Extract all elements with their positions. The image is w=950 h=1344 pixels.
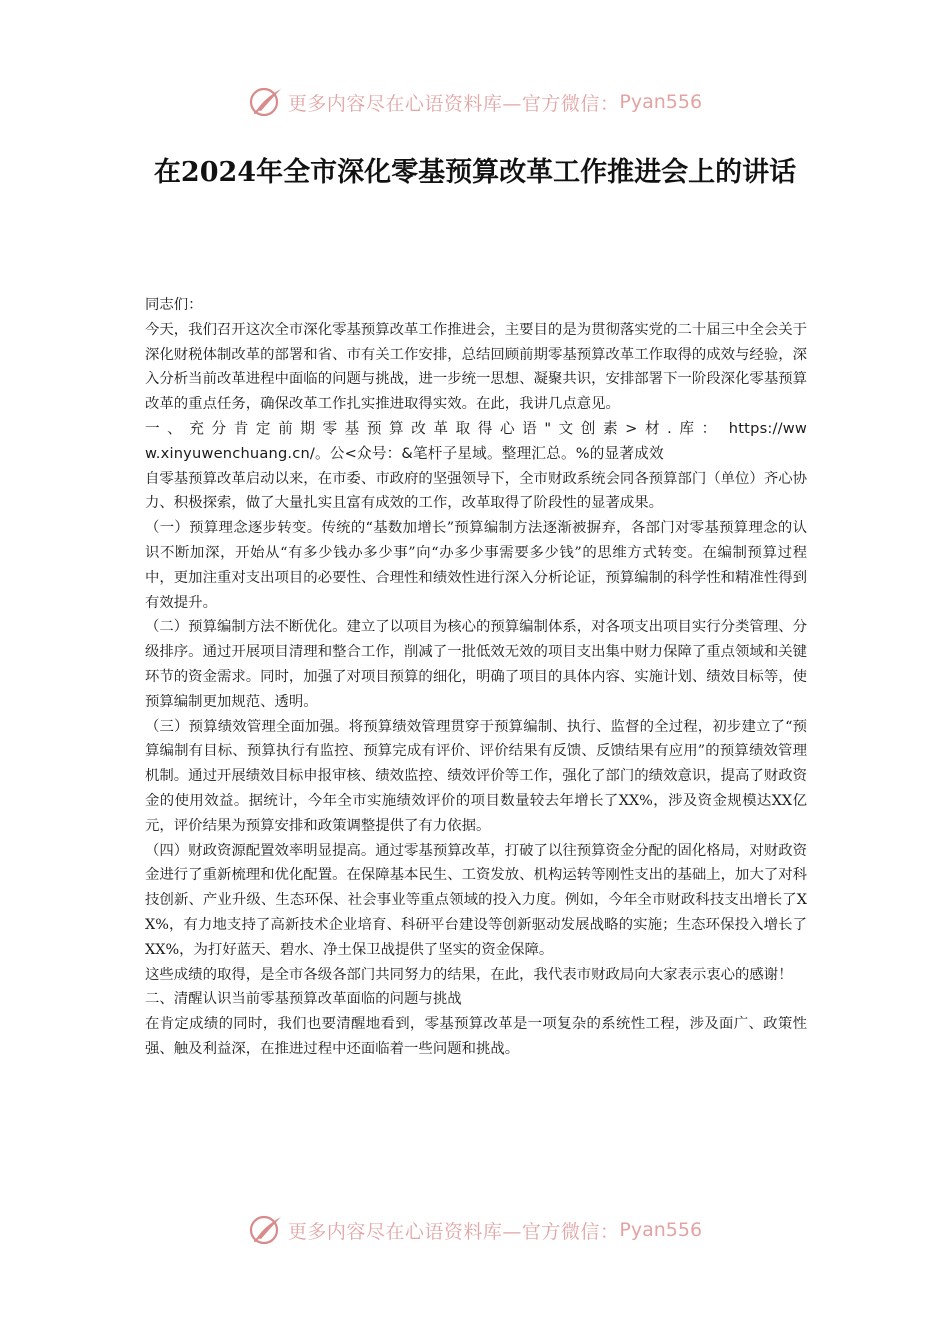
salutation: 同志们： [145,297,203,313]
paragraph-point-3: （三）预算绩效管理全面加强。将预算绩效管理贯穿于预算编制、执行、监督的全过程，初步建立了“预算编制有目标、预算执行有监控、预算完成有评价、评价结果有反馈、反馈结果有应用”的预算绩效管理机制。通过开展绩效目标申报审核、绩效监控、绩效评价等工作，强化了部门的绩效意识，提高了财政资金的使用效益。据统计，今年全市实施绩效评价的项目数量较去年增长了XX%，涉及资金规模达XX亿元，评价结果为预算安排和政策调整提供了有力依据。 [145,718,807,834]
section-1-heading-lead: 一、充分肯定前期零基预算改革取得心语"文创素>材.库： [145,419,724,437]
watermark-text: 更多内容尽在心语资料库—官方微信： [287,1220,620,1243]
document-body [145,293,807,1062]
paragraph-point-2: （二）预算编制方法不断优化。建立了以项目为核心的预算编制体系，对各项支出项目实行分类管理、分级排序。通过开展项目清理和整合工作，削减了一批低效无效的项目支出集中财力保障了重点领域和关键环节的资金需求。同时，加强了对项目预算的细化，明确了项目的具体内容、实施计划、绩效目标等，使预算编制更加规范、透明。 [145,619,807,710]
watermark-wechat-id: Pyan556 [619,1219,703,1241]
quill-logo-icon [248,84,284,120]
section-2-heading: 二、清醒认识当前零基预算改革面临的问题与挑战 [145,991,462,1008]
document-title: 在2024年全市深化零基预算改革工作推进会上的讲话 [153,157,797,188]
section-1-heading [145,417,807,467]
quill-logo-icon [248,1212,284,1248]
watermark-footer [0,1210,950,1250]
paragraph-point-1: （一）预算理念逐步转变。传统的“基数加增长”预算编制方法逐渐被摒弃，各部门对零基预算理念的认识不断加深，开始从“有多少钱办多少事”向“办多少事需要多少钱”的思维方式转变。在编制预算过程中，更加注重对支出项目的必要性、合理性和绩效性进行深入分析论证，预算编制的科学性和精准性得到有效提升。 [145,520,807,611]
watermark-text: 更多内容尽在心语资料库—官方微信： [287,92,620,115]
watermark-wechat-id: Pyan556 [619,91,703,113]
watermark-header [0,82,950,122]
paragraph-section-2-intro: 在肯定成绩的同时，我们也要清醒地看到，零基预算改革是一项复杂的系统性工程，涉及面广、政策性强、触及利益深，在推进过程中还面临着一些问题和挑战。 [145,1016,807,1057]
paragraph-section-1-closing: 这些成绩的取得，是全市各级各部门共同努力的结果，在此，我代表市财政局向大家表示衷心的感谢！ [145,966,793,983]
paragraph-point-4: （四）财政资源配置效率明显提高。通过零基预算改革，打破了以往预算资金分配的固化格局，对财政资金进行了重新梳理和优化配置。在保障基本民生、工资发放、机构运转等刚性支出的基础上，加大了对科技创新、产业升级、生态环保、社会事业等重点领域的投入力度。例如，今年全市财政科技支出增长了XX%，有力地支持了高新技术企业培育、科研平台建设等创新驱动发展战略的实施；生态环保投入增长了XX%，为打好蓝天、碧水、净土保卫战提供了坚实的资金保障。 [145,842,807,958]
paragraph-intro: 今天，我们召开这次全市深化零基预算改革工作推进会，主要目的是为贯彻落实党的二十届三中全会关于深化财税体制改革的部署和省、市有关工作安排，总结回顾前期零基预算改革工作取得的成效与经验，深入分析当前改革进程中面临的问题与挑战，进一步统一思想、凝聚共识，安排部署下一阶段深化零基预算改革的重点任务，确保改革工作扎实推进取得实效。在此，我讲几点意见。 [145,321,807,413]
paragraph-section-1-intro: 自零基预算改革启动以来，在市委、市政府的坚强领导下，全市财政系统会同各预算部门（单位）齐心协力、积极探索，做了大量扎实且富有成效的工作，改革取得了阶段性的显著成果。 [145,470,807,512]
section-1-heading-rest: https://www.xinyuwenchuang.cn/。公<众号：&笔杆子星域。整理汇总。%的显著成效 [145,419,807,462]
